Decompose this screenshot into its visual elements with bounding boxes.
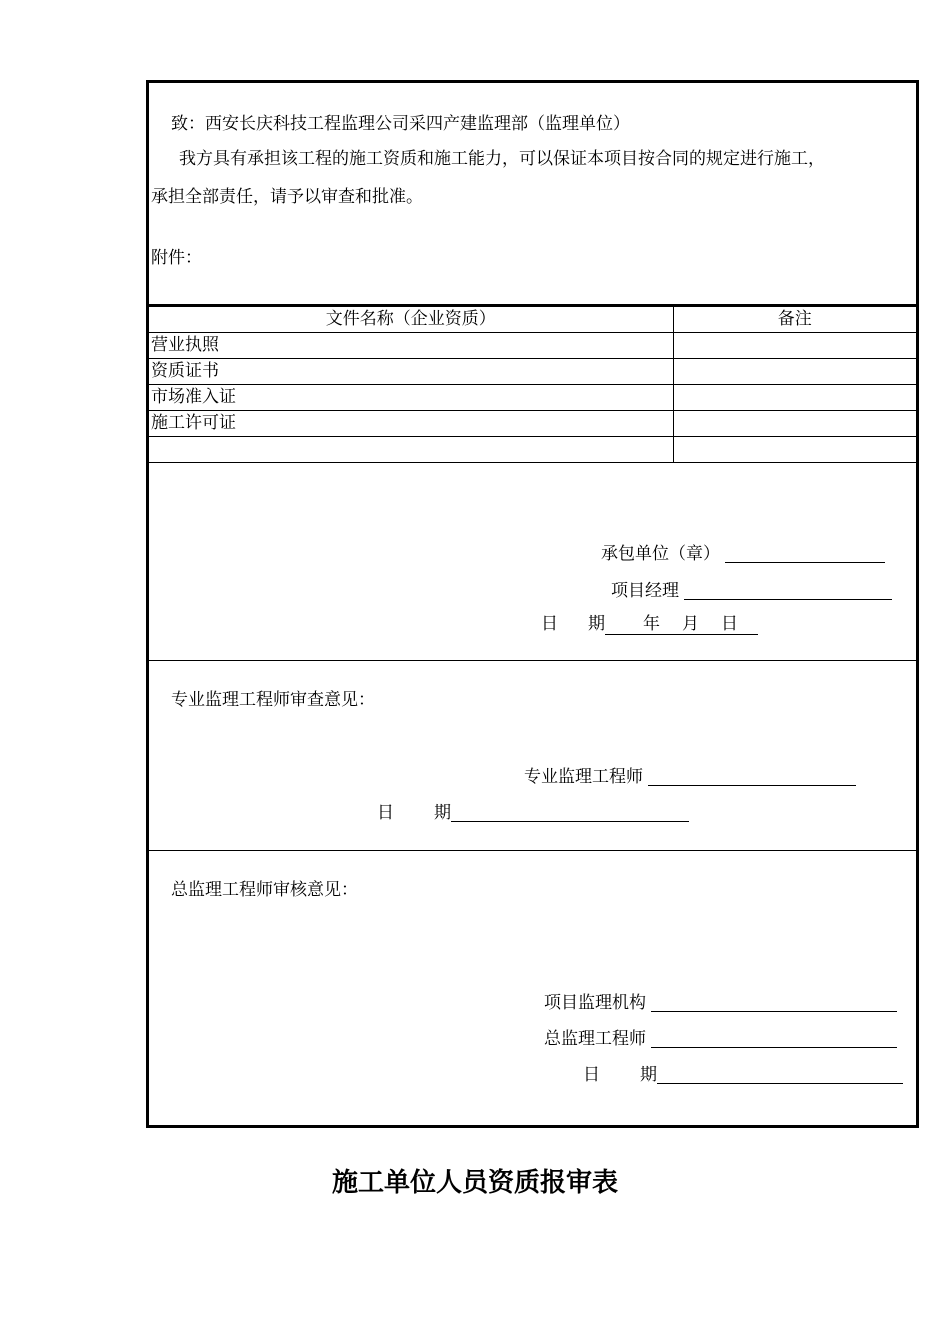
table-row: [149, 385, 916, 411]
column-header-name: 文件名称（企业资质）: [149, 307, 673, 333]
specialist-engineer-label: 专业监理工程师: [524, 767, 643, 787]
project-manager-label: 项目经理: [611, 581, 679, 601]
table-cell-name: 施工许可证: [149, 411, 673, 437]
table-cell-name: 营业执照: [149, 333, 673, 359]
project-manager-line[interactable]: [684, 581, 892, 600]
specialist-engineer-line[interactable]: [648, 767, 856, 786]
project-manager-field[interactable]: [611, 581, 892, 600]
chief-engineer-field[interactable]: [544, 1029, 897, 1048]
table-row: [149, 437, 916, 463]
supervision-org-line[interactable]: [651, 993, 897, 1012]
specialist-engineer-field[interactable]: [524, 767, 856, 786]
table-cell-name: [149, 437, 673, 463]
attachment-table: [149, 307, 916, 463]
date-label-ri: 日: [583, 1065, 600, 1085]
statement-line-2: 承担全部责任，请予以审查和批准。: [151, 187, 423, 207]
contractor-date-field[interactable]: [541, 616, 758, 635]
table-cell-name: 市场准入证: [149, 385, 673, 411]
specialist-opinion-label: 专业监理工程师审查意见：: [171, 690, 375, 710]
specialist-date-field[interactable]: [377, 803, 689, 822]
form-frame: [146, 80, 919, 1128]
next-form-title: 施工单位人员资质报审表: [331, 1168, 618, 1198]
date-month-label: 月: [682, 614, 699, 634]
table-row: [149, 359, 916, 385]
attachment-label: 附件：: [151, 248, 202, 268]
chief-date-line[interactable]: [657, 1065, 903, 1084]
date-label-qi: 期: [640, 1065, 657, 1085]
table-cell-note: [673, 385, 916, 411]
specialist-date-line[interactable]: [451, 803, 689, 822]
table-cell-note: [673, 359, 916, 385]
chief-engineer-line[interactable]: [651, 1029, 897, 1048]
chief-engineer-label: 总监理工程师: [544, 1029, 646, 1049]
contractor-unit-line[interactable]: [725, 544, 885, 563]
section-divider: [149, 660, 916, 661]
addressee-line: 致：西安长庆科技工程监理公司采四产建监理部（监理单位）: [171, 114, 630, 134]
table-cell-note: [673, 437, 916, 463]
chief-date-field[interactable]: [583, 1065, 903, 1084]
date-label-ri: 日: [541, 614, 558, 634]
supervision-org-field[interactable]: [544, 993, 897, 1012]
date-day-label: 日: [721, 614, 738, 634]
date-label-qi: 期: [434, 803, 451, 823]
section-divider: [149, 850, 916, 851]
table-row: [149, 411, 916, 437]
date-label-ri: 日: [377, 803, 394, 823]
table-header-row: [149, 307, 916, 333]
table-cell-name: 资质证书: [149, 359, 673, 385]
contractor-unit-label: 承包单位（章）: [601, 544, 720, 564]
contractor-unit-field[interactable]: [601, 544, 885, 563]
date-label-qi: 期: [588, 614, 605, 634]
chief-opinion-label: 总监理工程师审核意见：: [171, 880, 358, 900]
table-cell-note: [673, 333, 916, 359]
column-header-note: 备注: [673, 307, 916, 333]
date-year-label: 年: [643, 614, 660, 634]
supervision-org-label: 项目监理机构: [544, 993, 646, 1013]
table-cell-note: [673, 411, 916, 437]
table-row: [149, 333, 916, 359]
statement-line-1: 我方具有承担该工程的施工资质和施工能力，可以保证本项目按合同的规定进行施工，: [179, 149, 825, 169]
